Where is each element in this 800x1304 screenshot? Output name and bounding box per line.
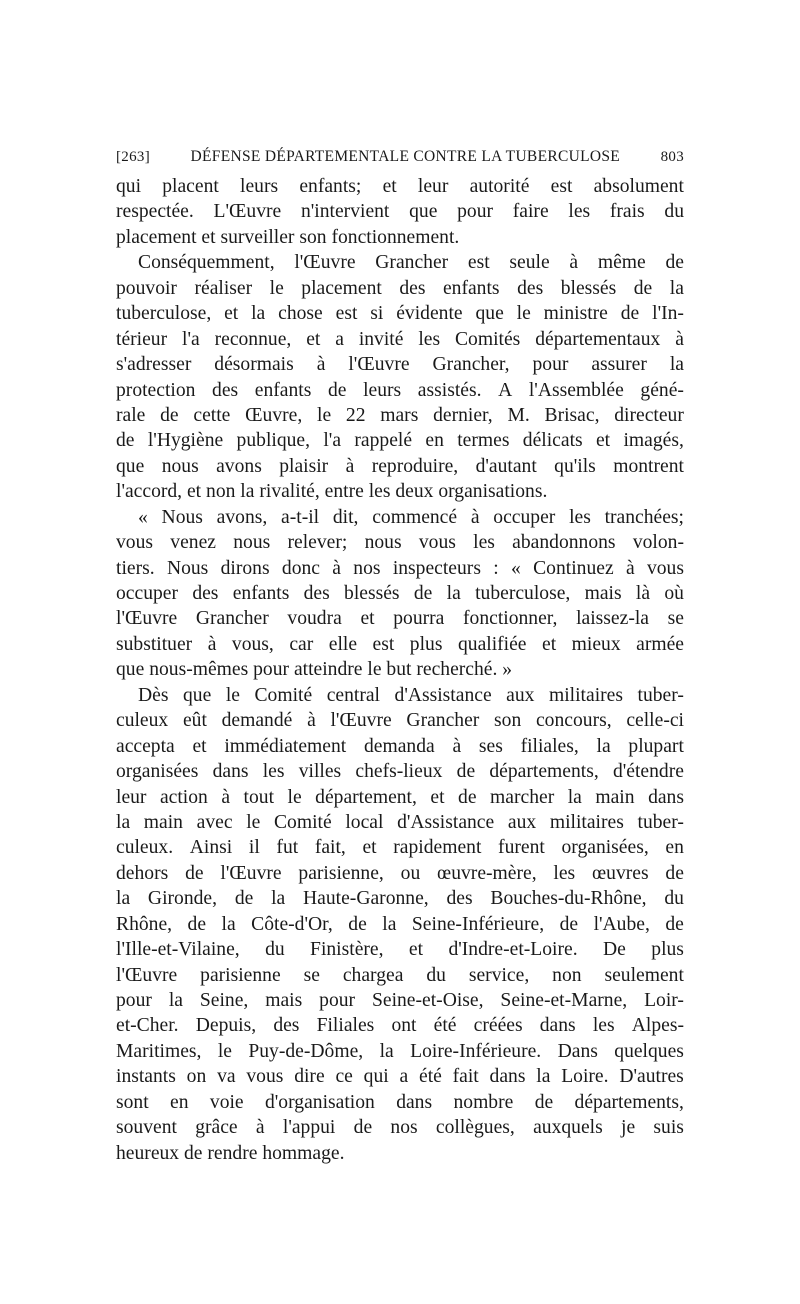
page-number: 803 xyxy=(660,149,684,165)
book-page xyxy=(116,148,684,1166)
text-line: que nous-mêmes pour atteindre le but recherché. » xyxy=(116,659,513,681)
text-line: heureux de rendre hommage. xyxy=(116,1142,345,1164)
text-line: pouvoir réaliser le placement des enfants des blessés de la xyxy=(116,277,684,299)
text-line: l'Ille-et-Vilaine, du Finistère, et d'Indre-et-Loire. De plus xyxy=(116,939,684,961)
text-line: la main avec le Comité local d'Assistance aux militaires tuber- xyxy=(116,811,684,833)
text-line: tiers. Nous dirons donc à nos inspecteurs : « Continuez à vous xyxy=(116,557,684,579)
text-line: accepta et immédiatement demanda à ses filiales, la plupart xyxy=(116,735,684,757)
text-line: leur action à tout le département, et de marcher la main dans xyxy=(116,786,684,808)
text-line: protection des enfants de leurs assistés. A l'Assemblée géné- xyxy=(116,379,684,401)
text-line: sont en voie d'organisation dans nombre de départements, xyxy=(116,1091,684,1113)
text-line: qui placent leurs enfants; et leur autorité est absolument xyxy=(116,176,684,197)
text-line: l'Œuvre Grancher voudra et pourra fonctionner, laissez-la se xyxy=(116,608,684,630)
text-line: souvent grâce à l'appui de nos collègues, auxquels je suis xyxy=(116,1117,684,1139)
text-line: dehors de l'Œuvre parisienne, ou œuvre-mère, les œuvres de xyxy=(116,862,684,884)
text-line: « Nous avons, a-t-il dit, commencé à occuper les tranchées; xyxy=(138,506,684,528)
text-line: Maritimes, le Puy-de-Dôme, la Loire-Inférieure. Dans quelques xyxy=(116,1040,684,1062)
text-line: Conséquemment, l'Œuvre Grancher est seule à même de xyxy=(138,252,684,274)
text-line: respectée. L'Œuvre n'intervient que pour faire les frais du xyxy=(116,201,684,223)
text-line: l'accord, et non la rivalité, entre les deux organisations. xyxy=(116,481,548,503)
text-line: térieur l'a reconnue, et a invité les Comités départementaux à xyxy=(116,328,684,350)
text-line: culeux. Ainsi il fut fait, et rapidement furent organisées, en xyxy=(116,837,684,859)
text-line: culeux eût demandé à l'Œuvre Grancher son concours, celle-ci xyxy=(116,710,684,732)
text-line: pour la Seine, mais pour Seine-et-Oise, Seine-et-Marne, Loir- xyxy=(116,990,684,1011)
text-line: Rhône, de la Côte-d'Or, de la Seine-Inférieure, de l'Aube, de xyxy=(116,913,684,935)
text-line: Dès que le Comité central d'Assistance aux militaires tuber- xyxy=(138,684,684,706)
text-line: placement et surveiller son fonctionnement. xyxy=(116,226,460,248)
section-number: [263] xyxy=(116,149,150,165)
text-line: que nous avons plaisir à reproduire, d'autant qu'ils montrent xyxy=(116,455,684,477)
text-line: tuberculose, et la chose est si évidente que le ministre de l'In- xyxy=(116,303,684,325)
text-line: rale de cette Œuvre, le 22 mars dernier, M. Brisac, directeur xyxy=(116,404,684,426)
text-line: l'Œuvre parisienne se chargea du service, non seulement xyxy=(116,964,684,986)
running-header xyxy=(116,148,684,172)
text-line: s'adresser désormais à l'Œuvre Grancher, pour assurer la xyxy=(116,354,684,376)
running-title: DÉFENSE DÉPARTEMENTALE CONTRE LA TUBERCULOSE xyxy=(190,148,621,165)
body-text xyxy=(116,174,684,1166)
text-line: instants on va vous dire ce qui a été fait dans la Loire. D'autres xyxy=(116,1066,684,1088)
text-line: de l'Hygiène publique, l'a rappelé en termes délicats et imagés, xyxy=(116,430,684,452)
text-line: la Gironde, de la Haute-Garonne, des Bouches-du-Rhône, du xyxy=(116,888,684,910)
text-line: organisées dans les villes chefs-lieux de départements, d'étendre xyxy=(116,761,684,783)
text-line: occuper des enfants des blessés de la tuberculose, mais là où xyxy=(116,583,684,604)
text-line: et-Cher. Depuis, des Filiales ont été créées dans les Alpes- xyxy=(116,1015,684,1037)
text-line: substituer à vous, car elle est plus qualifiée et mieux armée xyxy=(116,633,684,655)
text-line: vous venez nous relever; nous vous les abandonnons volon- xyxy=(116,532,684,554)
